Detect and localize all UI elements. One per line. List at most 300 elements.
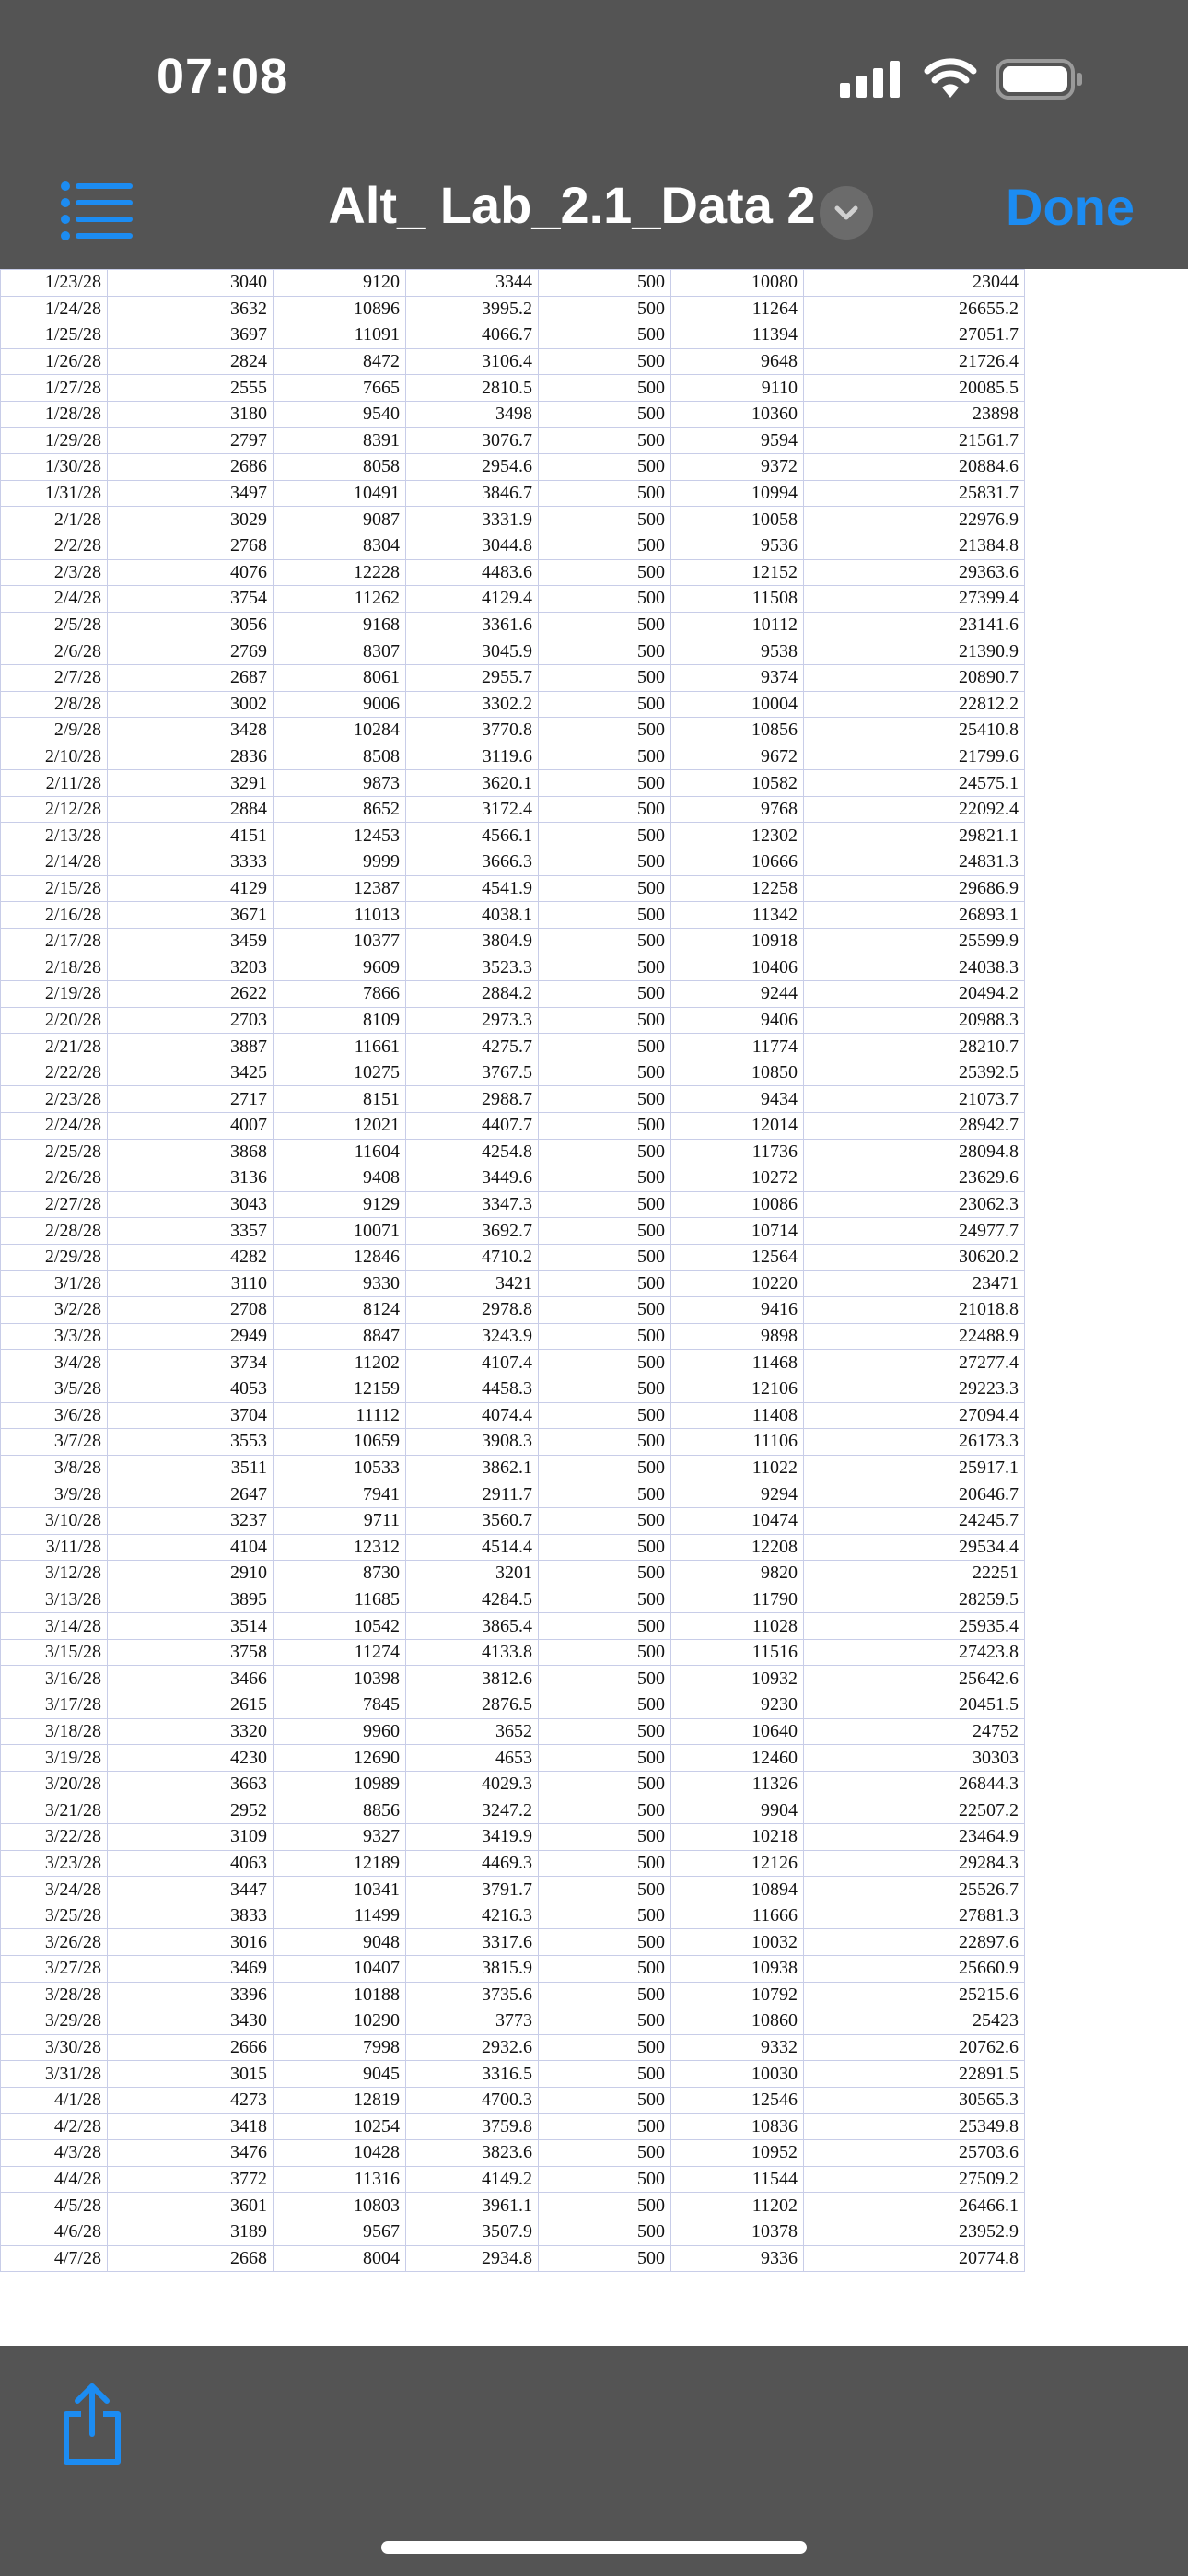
table-cell[interactable]: 500 <box>539 1244 671 1270</box>
table-cell[interactable]: 10284 <box>274 718 406 744</box>
table-cell[interactable]: 3109 <box>108 1824 274 1851</box>
table-cell[interactable]: 12846 <box>274 1244 406 1270</box>
table-cell[interactable]: 10377 <box>274 928 406 954</box>
table-cell[interactable]: 8004 <box>274 2245 406 2272</box>
table-cell[interactable]: 3106.4 <box>406 348 539 375</box>
table-cell[interactable]: 2810.5 <box>406 375 539 402</box>
table-cell[interactable]: 2/8/28 <box>1 691 108 718</box>
table-cell[interactable]: 10360 <box>671 401 804 427</box>
table-cell[interactable]: 11264 <box>671 296 804 322</box>
table-cell[interactable]: 28094.8 <box>804 1139 1025 1165</box>
table-cell[interactable]: 3247.2 <box>406 1797 539 1824</box>
table-cell[interactable]: 23898 <box>804 401 1025 427</box>
table-cell[interactable]: 3361.6 <box>406 612 539 638</box>
table-cell[interactable]: 20762.6 <box>804 2034 1025 2061</box>
table-cell[interactable]: 22488.9 <box>804 1323 1025 1350</box>
table-cell[interactable]: 11544 <box>671 2166 804 2193</box>
table-cell[interactable]: 7845 <box>274 1692 406 1719</box>
table-cell[interactable]: 10582 <box>671 770 804 797</box>
table-cell[interactable]: 500 <box>539 375 671 402</box>
table-cell[interactable]: 3/22/28 <box>1 1824 108 1851</box>
table-cell[interactable]: 3812.6 <box>406 1666 539 1692</box>
table-cell[interactable]: 4230 <box>108 1745 274 1772</box>
table-cell[interactable]: 25703.6 <box>804 2140 1025 2167</box>
table-cell[interactable]: 10860 <box>671 2008 804 2035</box>
table-cell[interactable]: 25392.5 <box>804 1060 1025 1086</box>
table-cell[interactable]: 10856 <box>671 718 804 744</box>
table-cell[interactable]: 2/11/28 <box>1 770 108 797</box>
table-cell[interactable]: 4029.3 <box>406 1771 539 1797</box>
table-cell[interactable]: 500 <box>539 1481 671 1508</box>
table-cell[interactable]: 2768 <box>108 533 274 559</box>
table-cell[interactable]: 3560.7 <box>406 1507 539 1534</box>
table-cell[interactable]: 10666 <box>671 849 804 876</box>
table-cell[interactable]: 3/15/28 <box>1 1639 108 1666</box>
table-cell[interactable]: 500 <box>539 2061 671 2088</box>
table-cell[interactable]: 11508 <box>671 586 804 613</box>
table-cell[interactable]: 4133.8 <box>406 1639 539 1666</box>
table-cell[interactable]: 4/1/28 <box>1 2087 108 2113</box>
table-cell[interactable]: 1/27/28 <box>1 375 108 402</box>
table-cell[interactable]: 22976.9 <box>804 507 1025 533</box>
table-cell[interactable]: 500 <box>539 2166 671 2193</box>
table-cell[interactable]: 500 <box>539 954 671 981</box>
table-cell[interactable]: 8847 <box>274 1323 406 1350</box>
table-cell[interactable]: 20451.5 <box>804 1692 1025 1719</box>
table-cell[interactable]: 2622 <box>108 981 274 1008</box>
table-cell[interactable]: 2836 <box>108 744 274 770</box>
table-cell[interactable]: 3243.9 <box>406 1323 539 1350</box>
spreadsheet-view[interactable] <box>0 269 1188 2346</box>
table-cell[interactable]: 23464.9 <box>804 1824 1025 1851</box>
table-cell[interactable]: 2/21/28 <box>1 1034 108 1060</box>
table-cell[interactable]: 10030 <box>671 2061 804 2088</box>
table-cell[interactable]: 3/1/28 <box>1 1270 108 1297</box>
table-cell[interactable]: 500 <box>539 1587 671 1613</box>
table-cell[interactable]: 8472 <box>274 348 406 375</box>
table-cell[interactable]: 10378 <box>671 2219 804 2245</box>
done-button[interactable]: Done <box>1006 178 1135 236</box>
table-cell[interactable]: 500 <box>539 1218 671 1245</box>
table-cell[interactable]: 11112 <box>274 1402 406 1429</box>
table-cell[interactable]: 12460 <box>671 1745 804 1772</box>
table-cell[interactable]: 8304 <box>274 533 406 559</box>
table-cell[interactable]: 500 <box>539 507 671 533</box>
table-cell[interactable]: 3237 <box>108 1507 274 1534</box>
table-cell[interactable]: 12819 <box>274 2087 406 2113</box>
table-cell[interactable]: 3553 <box>108 1429 274 1456</box>
table-cell[interactable]: 10407 <box>274 1956 406 1983</box>
table-cell[interactable]: 26844.3 <box>804 1771 1025 1797</box>
table-cell[interactable]: 3347.3 <box>406 1191 539 1218</box>
table-cell[interactable]: 11262 <box>274 586 406 613</box>
table-cell[interactable]: 3770.8 <box>406 718 539 744</box>
table-cell[interactable]: 3317.6 <box>406 1929 539 1956</box>
table-cell[interactable]: 3466 <box>108 1666 274 1692</box>
table-cell[interactable]: 20890.7 <box>804 664 1025 691</box>
table-cell[interactable]: 2876.5 <box>406 1692 539 1719</box>
table-cell[interactable]: 10491 <box>274 480 406 507</box>
table-cell[interactable]: 28210.7 <box>804 1034 1025 1060</box>
table-cell[interactable]: 9120 <box>274 270 406 297</box>
table-cell[interactable]: 3044.8 <box>406 533 539 559</box>
table-cell[interactable]: 2703 <box>108 1007 274 1034</box>
table-cell[interactable]: 2/7/28 <box>1 664 108 691</box>
table-cell[interactable]: 20646.7 <box>804 1481 1025 1508</box>
table-cell[interactable]: 2955.7 <box>406 664 539 691</box>
table-cell[interactable]: 3449.6 <box>406 1165 539 1192</box>
table-cell[interactable]: 11028 <box>671 1613 804 1640</box>
table-cell[interactable]: 9538 <box>671 638 804 665</box>
table-cell[interactable]: 2911.7 <box>406 1481 539 1508</box>
table-cell[interactable]: 500 <box>539 348 671 375</box>
table-cell[interactable]: 11468 <box>671 1350 804 1376</box>
table-cell[interactable]: 1/30/28 <box>1 454 108 481</box>
table-cell[interactable]: 500 <box>539 1666 671 1692</box>
table-cell[interactable]: 3758 <box>108 1639 274 1666</box>
table-cell[interactable]: 10188 <box>274 1982 406 2008</box>
table-cell[interactable]: 500 <box>539 1534 671 1561</box>
table-cell[interactable]: 4129.4 <box>406 586 539 613</box>
table-cell[interactable]: 8061 <box>274 664 406 691</box>
table-cell[interactable]: 500 <box>539 849 671 876</box>
table-cell[interactable]: 3447 <box>108 1877 274 1903</box>
table-cell[interactable]: 11666 <box>671 1903 804 1929</box>
table-cell[interactable]: 500 <box>539 454 671 481</box>
table-cell[interactable]: 4/6/28 <box>1 2219 108 2245</box>
table-cell[interactable]: 28942.7 <box>804 1113 1025 1140</box>
table-cell[interactable]: 3/19/28 <box>1 1745 108 1772</box>
table-cell[interactable]: 11022 <box>671 1455 804 1481</box>
table-cell[interactable]: 500 <box>539 2087 671 2113</box>
table-cell[interactable]: 3421 <box>406 1270 539 1297</box>
table-cell[interactable]: 3418 <box>108 2113 274 2140</box>
table-cell[interactable]: 9006 <box>274 691 406 718</box>
table-cell[interactable]: 500 <box>539 1692 671 1719</box>
table-cell[interactable]: 10918 <box>671 928 804 954</box>
table-cell[interactable]: 3430 <box>108 2008 274 2035</box>
table-cell[interactable]: 10836 <box>671 2113 804 2140</box>
table-cell[interactable]: 500 <box>539 1323 671 1350</box>
table-cell[interactable]: 3804.9 <box>406 928 539 954</box>
table-cell[interactable]: 8391 <box>274 427 406 454</box>
table-cell[interactable]: 11091 <box>274 322 406 349</box>
table-cell[interactable]: 3/30/28 <box>1 2034 108 2061</box>
table-cell[interactable]: 9230 <box>671 1692 804 1719</box>
table-cell[interactable]: 500 <box>539 296 671 322</box>
table-cell[interactable]: 9768 <box>671 796 804 823</box>
table-cell[interactable]: 9374 <box>671 664 804 691</box>
table-cell[interactable]: 2/16/28 <box>1 902 108 929</box>
table-cell[interactable]: 23629.6 <box>804 1165 1025 1192</box>
table-cell[interactable]: 500 <box>539 1402 671 1429</box>
table-cell[interactable]: 10254 <box>274 2113 406 2140</box>
table-cell[interactable]: 2/23/28 <box>1 1086 108 1113</box>
table-cell[interactable]: 500 <box>539 1455 671 1481</box>
table-cell[interactable]: 12302 <box>671 823 804 849</box>
table-cell[interactable]: 2647 <box>108 1481 274 1508</box>
table-cell[interactable]: 3/31/28 <box>1 2061 108 2088</box>
table-cell[interactable]: 9567 <box>274 2219 406 2245</box>
table-cell[interactable]: 30303 <box>804 1745 1025 1772</box>
table-cell[interactable]: 500 <box>539 586 671 613</box>
table-cell[interactable]: 500 <box>539 1086 671 1113</box>
table-cell[interactable]: 2/1/28 <box>1 507 108 533</box>
table-cell[interactable]: 10398 <box>274 1666 406 1692</box>
table-cell[interactable]: 26173.3 <box>804 1429 1025 1456</box>
table-cell[interactable]: 12021 <box>274 1113 406 1140</box>
table-cell[interactable]: 2/22/28 <box>1 1060 108 1086</box>
table-cell[interactable]: 22092.4 <box>804 796 1025 823</box>
table-cell[interactable]: 7998 <box>274 2034 406 2061</box>
table-cell[interactable]: 2/12/28 <box>1 796 108 823</box>
table-cell[interactable]: 12208 <box>671 1534 804 1561</box>
table-cell[interactable]: 11685 <box>274 1587 406 1613</box>
table-cell[interactable]: 4653 <box>406 1745 539 1772</box>
table-cell[interactable]: 11604 <box>274 1139 406 1165</box>
table-cell[interactable]: 4407.7 <box>406 1113 539 1140</box>
table-cell[interactable]: 2/26/28 <box>1 1165 108 1192</box>
table-cell[interactable]: 7866 <box>274 981 406 1008</box>
table-cell[interactable]: 2769 <box>108 638 274 665</box>
table-cell[interactable]: 10275 <box>274 1060 406 1086</box>
table-cell[interactable]: 25215.6 <box>804 1982 1025 2008</box>
table-cell[interactable]: 4275.7 <box>406 1034 539 1060</box>
table-cell[interactable]: 500 <box>539 1297 671 1324</box>
table-cell[interactable]: 500 <box>539 796 671 823</box>
table-cell[interactable]: 3/7/28 <box>1 1429 108 1456</box>
table-cell[interactable]: 25410.8 <box>804 718 1025 744</box>
table-cell[interactable]: 500 <box>539 1745 671 1772</box>
table-cell[interactable]: 26466.1 <box>804 2193 1025 2219</box>
table-cell[interactable]: 2/25/28 <box>1 1139 108 1165</box>
table-cell[interactable]: 24831.3 <box>804 849 1025 876</box>
table-cell[interactable]: 500 <box>539 1982 671 2008</box>
table-cell[interactable]: 10659 <box>274 1429 406 1456</box>
table-cell[interactable]: 2615 <box>108 1692 274 1719</box>
table-cell[interactable]: 1/28/28 <box>1 401 108 427</box>
table-cell[interactable]: 500 <box>539 1639 671 1666</box>
table-cell[interactable]: 12152 <box>671 559 804 586</box>
table-cell[interactable]: 27509.2 <box>804 2166 1025 2193</box>
table-cell[interactable]: 12014 <box>671 1113 804 1140</box>
table-cell[interactable]: 29363.6 <box>804 559 1025 586</box>
table-cell[interactable]: 9327 <box>274 1824 406 1851</box>
table-cell[interactable]: 25642.6 <box>804 1666 1025 1692</box>
table-cell[interactable]: 9087 <box>274 507 406 533</box>
table-cell[interactable]: 3419.9 <box>406 1824 539 1851</box>
table-cell[interactable]: 9904 <box>671 1797 804 1824</box>
table-cell[interactable]: 3180 <box>108 401 274 427</box>
table-cell[interactable]: 4566.1 <box>406 823 539 849</box>
table-cell[interactable]: 3119.6 <box>406 744 539 770</box>
table-cell[interactable]: 12189 <box>274 1850 406 1877</box>
table-cell[interactable]: 4541.9 <box>406 875 539 902</box>
table-cell[interactable]: 3/25/28 <box>1 1903 108 1929</box>
table-cell[interactable]: 3189 <box>108 2219 274 2245</box>
table-cell[interactable]: 27051.7 <box>804 322 1025 349</box>
table-cell[interactable]: 500 <box>539 270 671 297</box>
table-cell[interactable]: 3015 <box>108 2061 274 2088</box>
table-cell[interactable]: 10994 <box>671 480 804 507</box>
table-cell[interactable]: 12690 <box>274 1745 406 1772</box>
table-cell[interactable]: 3/21/28 <box>1 1797 108 1824</box>
table-cell[interactable]: 8856 <box>274 1797 406 1824</box>
table-cell[interactable]: 3632 <box>108 296 274 322</box>
table-cell[interactable]: 2/29/28 <box>1 1244 108 1270</box>
table-cell[interactable]: 500 <box>539 427 671 454</box>
table-cell[interactable]: 4/2/28 <box>1 2113 108 2140</box>
table-cell[interactable]: 12387 <box>274 875 406 902</box>
table-cell[interactable]: 3/26/28 <box>1 1929 108 1956</box>
table-cell[interactable]: 29284.3 <box>804 1850 1025 1877</box>
table-cell[interactable]: 2/9/28 <box>1 718 108 744</box>
table-cell[interactable]: 11106 <box>671 1429 804 1456</box>
table-cell[interactable]: 3425 <box>108 1060 274 1086</box>
table-cell[interactable]: 3459 <box>108 928 274 954</box>
table-cell[interactable]: 3043 <box>108 1191 274 1218</box>
table-cell[interactable]: 8124 <box>274 1297 406 1324</box>
table-cell[interactable]: 3498 <box>406 401 539 427</box>
table-cell[interactable]: 8307 <box>274 638 406 665</box>
table-cell[interactable]: 7665 <box>274 375 406 402</box>
table-cell[interactable]: 9332 <box>671 2034 804 2061</box>
table-cell[interactable]: 10086 <box>671 1191 804 1218</box>
table-cell[interactable]: 3692.7 <box>406 1218 539 1245</box>
table-cell[interactable]: 30620.2 <box>804 1244 1025 1270</box>
table-cell[interactable]: 25599.9 <box>804 928 1025 954</box>
table-cell[interactable]: 2954.6 <box>406 454 539 481</box>
table-cell[interactable]: 3002 <box>108 691 274 718</box>
table-cell[interactable]: 27094.4 <box>804 1402 1025 1429</box>
table-cell[interactable]: 3/9/28 <box>1 1481 108 1508</box>
table-cell[interactable]: 8730 <box>274 1561 406 1587</box>
table-cell[interactable]: 12126 <box>671 1850 804 1877</box>
table-cell[interactable]: 25660.9 <box>804 1956 1025 1983</box>
table-cell[interactable]: 500 <box>539 744 671 770</box>
table-cell[interactable]: 500 <box>539 480 671 507</box>
table-cell[interactable]: 3/18/28 <box>1 1718 108 1745</box>
table-cell[interactable]: 12258 <box>671 875 804 902</box>
table-cell[interactable]: 2708 <box>108 1297 274 1324</box>
table-cell[interactable]: 3663 <box>108 1771 274 1797</box>
table-cell[interactable]: 10220 <box>671 1270 804 1297</box>
table-cell[interactable]: 4710.2 <box>406 1244 539 1270</box>
table-cell[interactable]: 4273 <box>108 2087 274 2113</box>
table-cell[interactable]: 3/10/28 <box>1 1507 108 1534</box>
table-cell[interactable]: 29534.4 <box>804 1534 1025 1561</box>
table-cell[interactable]: 10542 <box>274 1613 406 1640</box>
table-cell[interactable]: 10080 <box>671 270 804 297</box>
table-cell[interactable]: 3/27/28 <box>1 1956 108 1983</box>
table-cell[interactable]: 21384.8 <box>804 533 1025 559</box>
table-cell[interactable]: 3056 <box>108 612 274 638</box>
table-cell[interactable]: 3469 <box>108 1956 274 1983</box>
table-cell[interactable]: 25423 <box>804 2008 1025 2035</box>
table-cell[interactable]: 3497 <box>108 480 274 507</box>
table-cell[interactable]: 500 <box>539 533 671 559</box>
table-cell[interactable]: 4/3/28 <box>1 2140 108 2167</box>
table-cell[interactable]: 3868 <box>108 1139 274 1165</box>
table-cell[interactable]: 11274 <box>274 1639 406 1666</box>
table-cell[interactable]: 10218 <box>671 1824 804 1851</box>
table-cell[interactable]: 9536 <box>671 533 804 559</box>
table-cell[interactable]: 4053 <box>108 1376 274 1402</box>
table-cell[interactable]: 500 <box>539 401 671 427</box>
table-cell[interactable]: 27881.3 <box>804 1903 1025 1929</box>
table-cell[interactable]: 4216.3 <box>406 1903 539 1929</box>
table-cell[interactable]: 9408 <box>274 1165 406 1192</box>
table-cell[interactable]: 1/25/28 <box>1 322 108 349</box>
table-cell[interactable]: 3/2/28 <box>1 1297 108 1324</box>
table-cell[interactable]: 3601 <box>108 2193 274 2219</box>
table-cell[interactable]: 11202 <box>671 2193 804 2219</box>
table-cell[interactable]: 2686 <box>108 454 274 481</box>
chevron-down-icon[interactable] <box>820 186 873 240</box>
table-cell[interactable]: 2666 <box>108 2034 274 2061</box>
table-cell[interactable]: 3/6/28 <box>1 1402 108 1429</box>
table-cell[interactable]: 3887 <box>108 1034 274 1060</box>
table-cell[interactable]: 12312 <box>274 1534 406 1561</box>
table-cell[interactable]: 500 <box>539 2193 671 2219</box>
table-cell[interactable]: 4066.7 <box>406 322 539 349</box>
table-cell[interactable]: 3076.7 <box>406 427 539 454</box>
table-cell[interactable]: 20085.5 <box>804 375 1025 402</box>
table-cell[interactable]: 4076 <box>108 559 274 586</box>
table-cell[interactable]: 11790 <box>671 1587 804 1613</box>
table-cell[interactable]: 3/13/28 <box>1 1587 108 1613</box>
table-cell[interactable]: 24245.7 <box>804 1507 1025 1534</box>
table-cell[interactable]: 3396 <box>108 1982 274 2008</box>
document-title[interactable]: Alt_ Lab_2.1_Data 2 <box>328 176 816 234</box>
table-cell[interactable]: 3/3/28 <box>1 1323 108 1350</box>
table-cell[interactable]: 21799.6 <box>804 744 1025 770</box>
table-cell[interactable]: 4074.4 <box>406 1402 539 1429</box>
table-cell[interactable]: 21018.8 <box>804 1297 1025 1324</box>
table-cell[interactable]: 11202 <box>274 1350 406 1376</box>
table-cell[interactable]: 27423.8 <box>804 1639 1025 1666</box>
table-cell[interactable]: 22897.6 <box>804 1929 1025 1956</box>
table-cell[interactable]: 24977.7 <box>804 1218 1025 1245</box>
table-cell[interactable]: 3961.1 <box>406 2193 539 2219</box>
table-cell[interactable]: 3291 <box>108 770 274 797</box>
table-cell[interactable]: 500 <box>539 1956 671 1983</box>
table-cell[interactable]: 9594 <box>671 427 804 454</box>
table-cell[interactable]: 4038.1 <box>406 902 539 929</box>
table-cell[interactable]: 500 <box>539 1060 671 1086</box>
table-cell[interactable]: 2932.6 <box>406 2034 539 2061</box>
table-cell[interactable]: 26655.2 <box>804 296 1025 322</box>
table-cell[interactable]: 500 <box>539 559 671 586</box>
table-cell[interactable]: 23471 <box>804 1270 1025 1297</box>
table-cell[interactable]: 3865.4 <box>406 1613 539 1640</box>
table-cell[interactable]: 3735.6 <box>406 1982 539 2008</box>
table-cell[interactable]: 25349.8 <box>804 2113 1025 2140</box>
table-cell[interactable]: 21073.7 <box>804 1086 1025 1113</box>
table-cell[interactable]: 500 <box>539 1903 671 1929</box>
table-cell[interactable]: 500 <box>539 1165 671 1192</box>
table-cell[interactable]: 4/4/28 <box>1 2166 108 2193</box>
table-cell[interactable]: 20494.2 <box>804 981 1025 1008</box>
table-cell[interactable]: 4104 <box>108 1534 274 1561</box>
table-cell[interactable]: 3/17/28 <box>1 1692 108 1719</box>
table-cell[interactable]: 3767.5 <box>406 1060 539 1086</box>
table-cell[interactable]: 10533 <box>274 1455 406 1481</box>
table-cell[interactable]: 500 <box>539 612 671 638</box>
table-cell[interactable]: 9294 <box>671 1481 804 1508</box>
table-cell[interactable]: 29686.9 <box>804 875 1025 902</box>
table-cell[interactable]: 2/3/28 <box>1 559 108 586</box>
